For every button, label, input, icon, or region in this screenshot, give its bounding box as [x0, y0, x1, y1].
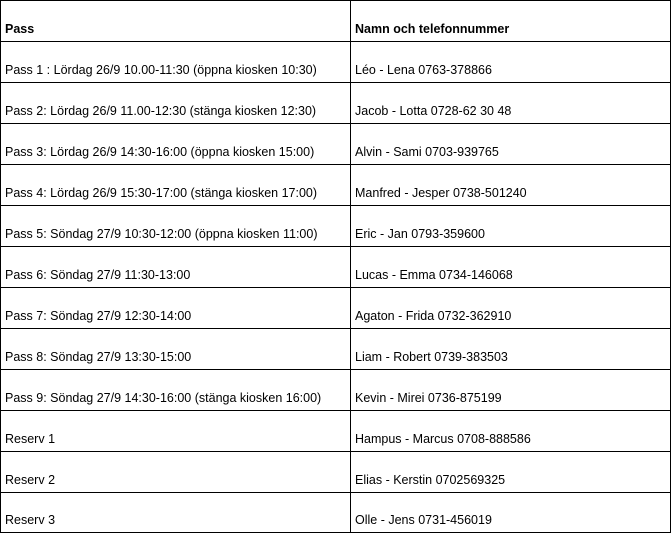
table-header-row: [1, 1, 671, 42]
cell-pass: Pass 2: Lördag 26/9 11.00-12:30 (stänga kiosken 12:30): [1, 83, 351, 124]
cell-name-phone: Léo - Lena 0763-378866: [351, 42, 671, 83]
cell-name-phone: Agaton - Frida 0732-362910: [351, 288, 671, 329]
header-name-phone: Namn och telefonnummer: [351, 1, 671, 42]
cell-name-phone: Elias - Kerstin 0702569325: [351, 452, 671, 493]
cell-name-phone: Alvin - Sami 0703-939765: [351, 124, 671, 165]
cell-pass: Pass 4: Lördag 26/9 15:30-17:00 (stänga kiosken 17:00): [1, 165, 351, 206]
cell-name-phone: Kevin - Mirei 0736-875199: [351, 370, 671, 411]
table-row: [1, 83, 671, 124]
header-pass: Pass: [1, 1, 351, 42]
cell-pass: Reserv 3: [1, 493, 351, 533]
table-row: [1, 42, 671, 83]
cell-name-phone: Manfred - Jesper 0738-501240: [351, 165, 671, 206]
table-row: [1, 288, 671, 329]
cell-name-phone: Eric - Jan 0793-359600: [351, 206, 671, 247]
cell-pass: Pass 5: Söndag 27/9 10:30-12:00 (öppna kiosken 11:00): [1, 206, 351, 247]
table-row: [1, 370, 671, 411]
cell-pass: Pass 7: Söndag 27/9 12:30-14:00: [1, 288, 351, 329]
cell-pass: Pass 9: Söndag 27/9 14:30-16:00 (stänga kiosken 16:00): [1, 370, 351, 411]
table-row: [1, 206, 671, 247]
cell-pass: Pass 1 : Lördag 26/9 10.00-11:30 (öppna kiosken 10:30): [1, 42, 351, 83]
table-row: [1, 452, 671, 493]
cell-pass: Pass 8: Söndag 27/9 13:30-15:00: [1, 329, 351, 370]
table-row: [1, 124, 671, 165]
cell-name-phone: Jacob - Lotta 0728-62 30 48: [351, 83, 671, 124]
cell-pass: Reserv 1: [1, 411, 351, 452]
cell-pass: Pass 6: Söndag 27/9 11:30-13:00: [1, 247, 351, 288]
cell-pass: Reserv 2: [1, 452, 351, 493]
table-row: [1, 165, 671, 206]
table-row: [1, 247, 671, 288]
table-row: [1, 411, 671, 452]
table-row: [1, 493, 671, 533]
cell-name-phone: Hampus - Marcus 0708-888586: [351, 411, 671, 452]
cell-name-phone: Olle - Jens 0731-456019: [351, 493, 671, 533]
cell-pass: Pass 3: Lördag 26/9 14:30-16:00 (öppna kiosken 15:00): [1, 124, 351, 165]
cell-name-phone: Lucas - Emma 0734-146068: [351, 247, 671, 288]
table-row: [1, 329, 671, 370]
cell-name-phone: Liam - Robert 0739-383503: [351, 329, 671, 370]
